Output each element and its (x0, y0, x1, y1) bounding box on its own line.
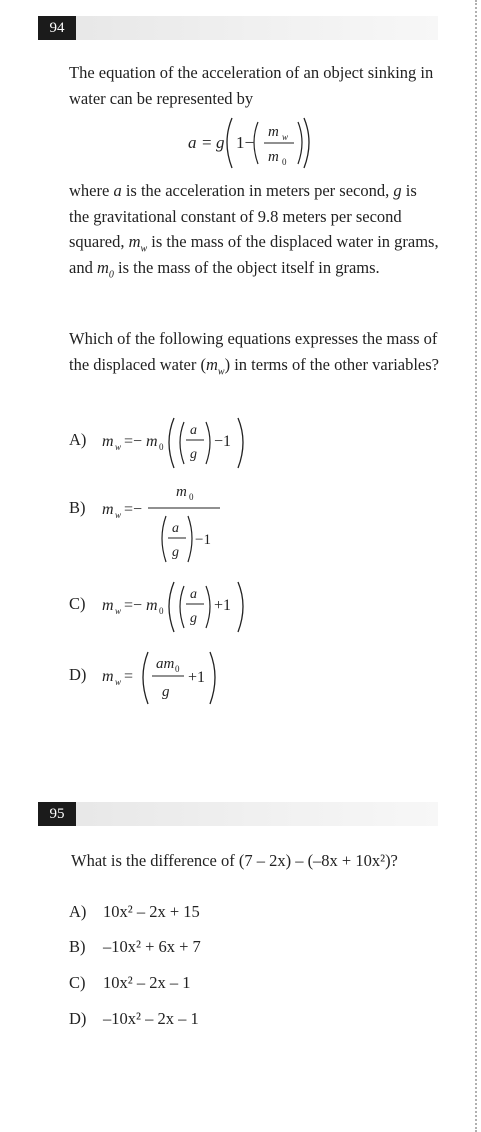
question-number: 94 (38, 16, 76, 40)
svg-text:=−: =− (124, 597, 143, 614)
svg-text:+1: +1 (188, 669, 206, 686)
svg-text:g: g (172, 545, 179, 560)
svg-text:am: am (156, 656, 175, 672)
svg-text:g: g (190, 447, 197, 462)
svg-text:w: w (115, 442, 122, 452)
svg-text:−1: −1 (195, 532, 211, 548)
svg-text:a: a (190, 587, 197, 602)
choice-94-c[interactable]: C) (69, 594, 86, 613)
svg-text:=: = (202, 133, 212, 152)
svg-text:w: w (282, 132, 289, 142)
choice-b-expression (100, 476, 270, 568)
svg-text:0: 0 (282, 157, 287, 167)
variable-definitions: where a is the acceleration in meters per second, g is the gravitational constant of 9.8 meters per second squared, $m_w$ is the mass of the displaced water in grams, and $m_0$ is the mass of the object itself in grams. (69, 181, 439, 280)
svg-text:m: m (268, 149, 279, 165)
choice-d-expression (100, 646, 270, 708)
question-95-header (38, 802, 438, 826)
question-94-intro: The equation of the acceleration of an object sinking in water can be represented by (69, 63, 434, 108)
svg-text:g: g (190, 611, 197, 626)
svg-text:a: a (172, 521, 179, 536)
svg-text:a: a (190, 423, 197, 438)
svg-text:w: w (115, 606, 122, 616)
question-94-prompt: Which of the following equations expresses the mass of the displaced water $(m_w)$ in terms of the other variables? (69, 329, 439, 377)
question-95-prompt: What is the difference of (7 – 2x) – (–8x + 10x²)? (71, 851, 398, 870)
svg-text:m: m (102, 501, 114, 518)
svg-text:0: 0 (189, 492, 194, 502)
svg-text:=−: =− (124, 433, 143, 450)
svg-text:1−: 1− (236, 133, 255, 152)
svg-text:g: g (162, 684, 170, 700)
choice-94-a[interactable]: A) (69, 430, 87, 449)
svg-text:m: m (102, 668, 114, 685)
main-equation (170, 110, 340, 174)
svg-text:g: g (216, 133, 225, 152)
svg-text:0: 0 (159, 442, 164, 452)
svg-text:+1: +1 (214, 597, 232, 614)
choice-95-d[interactable]: D) –10x² – 2x – 1 (69, 1009, 199, 1028)
page-margin-rule (475, 0, 477, 1132)
choice-95-a[interactable]: A) 10x² – 2x + 15 (69, 902, 200, 921)
svg-text:0: 0 (175, 664, 180, 674)
svg-text:=−: =− (124, 501, 143, 518)
svg-text:m: m (102, 433, 114, 450)
svg-text:0: 0 (159, 606, 164, 616)
choice-c-expression (100, 576, 270, 636)
svg-text:w: w (115, 677, 122, 687)
svg-text:w: w (115, 510, 122, 520)
choice-94-b[interactable]: B) (69, 498, 86, 517)
svg-text:m: m (146, 597, 158, 614)
svg-text:a: a (188, 133, 197, 152)
svg-text:−1: −1 (214, 433, 232, 450)
svg-text:m: m (102, 597, 114, 614)
svg-text:m: m (146, 433, 158, 450)
svg-text:m: m (268, 124, 279, 140)
choice-94-d[interactable]: D) (69, 665, 87, 684)
question-number: 95 (38, 802, 76, 826)
question-94-header (38, 16, 438, 40)
svg-text:=: = (124, 668, 134, 685)
choice-95-c[interactable]: C) 10x² – 2x – 1 (69, 973, 191, 992)
choice-95-b[interactable]: B) –10x² + 6x + 7 (69, 937, 201, 956)
choice-a-expression (100, 412, 270, 472)
svg-text:m: m (176, 484, 187, 500)
